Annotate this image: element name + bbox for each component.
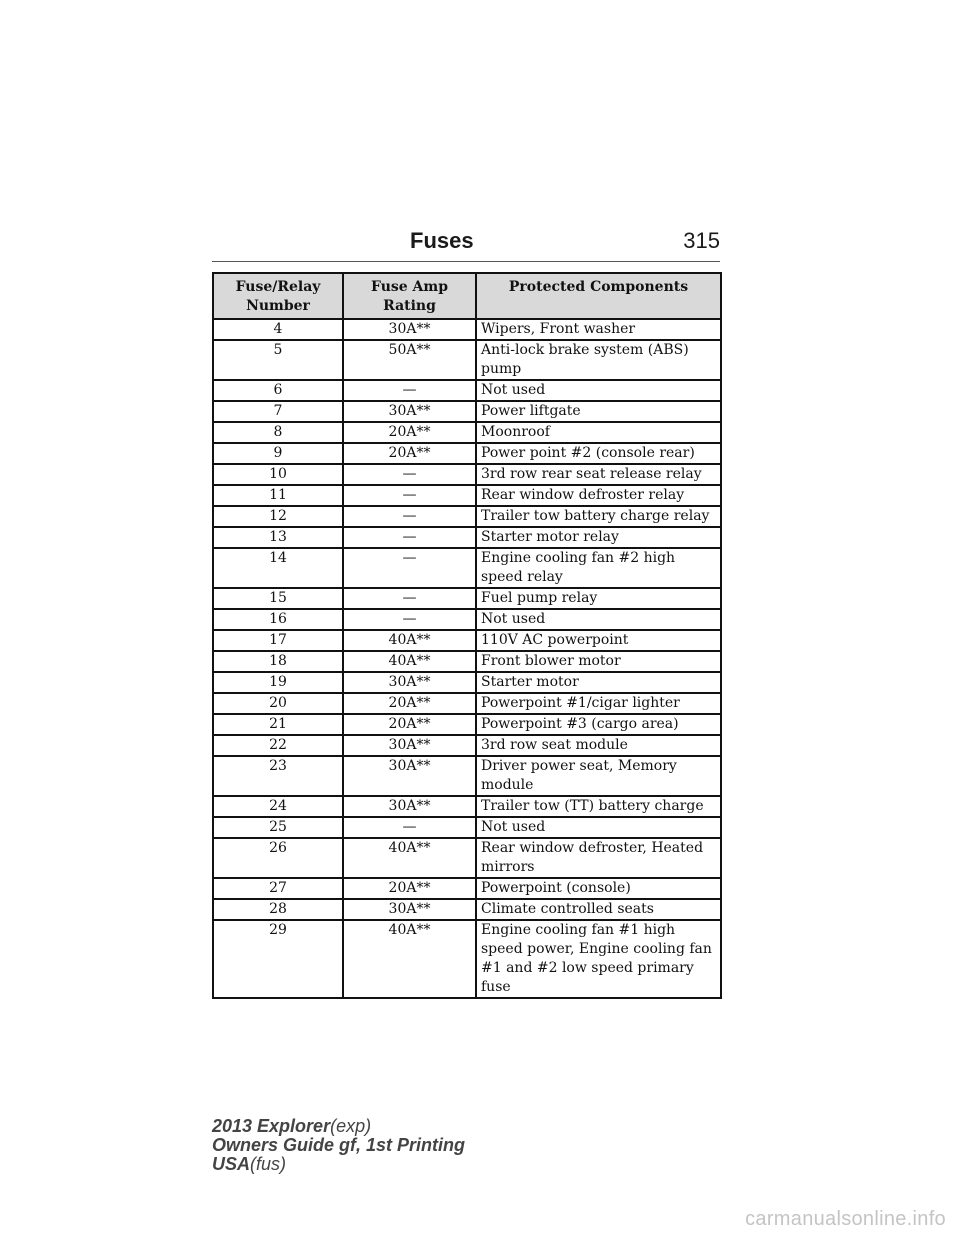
fuse-number-cell: 20: [213, 693, 343, 714]
protected-components-cell: Not used: [476, 609, 721, 630]
table-row: [213, 588, 721, 609]
fuse-number-cell: 29: [213, 920, 343, 998]
amp-rating-cell: 50A**: [343, 340, 476, 380]
protected-components-cell: Moonroof: [476, 422, 721, 443]
amp-rating-cell: 30A**: [343, 401, 476, 422]
table-row: [213, 609, 721, 630]
footer-market-code: (fus): [250, 1154, 287, 1174]
table-row: [213, 340, 721, 380]
amp-rating-cell: 40A**: [343, 630, 476, 651]
amp-rating-cell: —: [343, 588, 476, 609]
amp-rating-cell: 30A**: [343, 319, 476, 340]
amp-rating-cell: 20A**: [343, 878, 476, 899]
table-row: [213, 401, 721, 422]
protected-components-cell: 3rd row seat module: [476, 735, 721, 756]
protected-components-cell: Powerpoint #1/cigar lighter: [476, 693, 721, 714]
protected-components-cell: Not used: [476, 380, 721, 401]
amp-rating-cell: 30A**: [343, 796, 476, 817]
fuse-number-cell: 26: [213, 838, 343, 878]
table-row: [213, 630, 721, 651]
protected-components-cell: Powerpoint (console): [476, 878, 721, 899]
protected-components-cell: Engine cooling fan #1 high speed power, Engine cooling fan #1 and #2 low speed primary fuse: [476, 920, 721, 998]
fuse-number-cell: 27: [213, 878, 343, 899]
protected-components-cell: Fuel pump relay: [476, 588, 721, 609]
footer-model: 2013 Explorer: [212, 1116, 331, 1136]
fuse-number-cell: 24: [213, 796, 343, 817]
footer-line-market: [212, 1155, 465, 1174]
protected-components-cell: Anti-lock brake system (ABS) pump: [476, 340, 721, 380]
table-row: [213, 527, 721, 548]
fuse-number-cell: 12: [213, 506, 343, 527]
amp-rating-cell: 20A**: [343, 693, 476, 714]
protected-components-cell: 110V AC powerpoint: [476, 630, 721, 651]
amp-rating-cell: —: [343, 464, 476, 485]
fuse-number-cell: 4: [213, 319, 343, 340]
protected-components-cell: Power point #2 (console rear): [476, 443, 721, 464]
protected-components-cell: 3rd row rear seat release relay: [476, 464, 721, 485]
page-number: 315: [683, 228, 720, 253]
print-footer: [212, 1117, 465, 1174]
table-row: [213, 464, 721, 485]
table-row: [213, 756, 721, 796]
amp-rating-cell: 30A**: [343, 735, 476, 756]
footer-model-code: (exp): [330, 1116, 372, 1136]
table-row: [213, 506, 721, 527]
section-title: Fuses: [410, 228, 474, 253]
table-row: [213, 693, 721, 714]
fuse-number-cell: 5: [213, 340, 343, 380]
table-row: [213, 838, 721, 878]
table-row: [213, 422, 721, 443]
amp-rating-cell: 30A**: [343, 899, 476, 920]
amp-rating-cell: —: [343, 380, 476, 401]
table-row: [213, 878, 721, 899]
amp-rating-cell: 20A**: [343, 422, 476, 443]
protected-components-cell: Starter motor relay: [476, 527, 721, 548]
fuse-table: [212, 272, 722, 999]
table-row: [213, 796, 721, 817]
amp-rating-cell: 30A**: [343, 672, 476, 693]
footer-line-guide: Owners Guide gf, 1st Printing: [212, 1135, 466, 1155]
protected-components-cell: Wipers, Front washer: [476, 319, 721, 340]
fuse-number-cell: 18: [213, 651, 343, 672]
header-divider: [212, 261, 720, 262]
fuse-number-cell: 7: [213, 401, 343, 422]
fuse-number-cell: 15: [213, 588, 343, 609]
protected-components-cell: Power liftgate: [476, 401, 721, 422]
table-row: [213, 548, 721, 588]
page-header: [212, 228, 720, 260]
fuse-number-cell: 14: [213, 548, 343, 588]
footer-market: USA: [212, 1154, 251, 1174]
protected-components-cell: Starter motor: [476, 672, 721, 693]
fuse-number-cell: 9: [213, 443, 343, 464]
table-row: [213, 443, 721, 464]
amp-rating-cell: —: [343, 485, 476, 506]
table-row: [213, 651, 721, 672]
protected-components-cell: Not used: [476, 817, 721, 838]
amp-rating-cell: —: [343, 548, 476, 588]
protected-components-cell: Trailer tow (TT) battery charge: [476, 796, 721, 817]
amp-rating-cell: 30A**: [343, 756, 476, 796]
fuse-number-cell: 21: [213, 714, 343, 735]
fuse-number-cell: 17: [213, 630, 343, 651]
column-header-protected-components: Protected Components: [476, 273, 721, 319]
amp-rating-cell: —: [343, 609, 476, 630]
table-row: [213, 714, 721, 735]
fuse-number-cell: 8: [213, 422, 343, 443]
protected-components-cell: Rear window defroster relay: [476, 485, 721, 506]
amp-rating-cell: 40A**: [343, 920, 476, 998]
column-header-fuse-number: Fuse/Relay Number: [213, 273, 343, 319]
table-row: [213, 380, 721, 401]
protected-components-cell: Driver power seat, Memory module: [476, 756, 721, 796]
amp-rating-cell: 20A**: [343, 443, 476, 464]
amp-rating-cell: —: [343, 506, 476, 527]
fuse-number-cell: 28: [213, 899, 343, 920]
fuse-number-cell: 6: [213, 380, 343, 401]
footer-line-model: [212, 1117, 465, 1136]
protected-components-cell: Climate controlled seats: [476, 899, 721, 920]
fuse-number-cell: 25: [213, 817, 343, 838]
amp-rating-cell: 40A**: [343, 651, 476, 672]
table-row: [213, 920, 721, 998]
table-header-row: [213, 273, 721, 319]
amp-rating-cell: 40A**: [343, 838, 476, 878]
watermark-text: carmanualsonline.info: [745, 1208, 946, 1230]
protected-components-cell: Powerpoint #3 (cargo area): [476, 714, 721, 735]
fuse-number-cell: 23: [213, 756, 343, 796]
protected-components-cell: Trailer tow battery charge relay: [476, 506, 721, 527]
amp-rating-cell: —: [343, 527, 476, 548]
table-body: [213, 319, 721, 998]
amp-rating-cell: —: [343, 817, 476, 838]
protected-components-cell: Engine cooling fan #2 high speed relay: [476, 548, 721, 588]
column-header-amp-rating: Fuse Amp Rating: [343, 273, 476, 319]
protected-components-cell: Rear window defroster, Heated mirrors: [476, 838, 721, 878]
table-row: [213, 735, 721, 756]
table-row: [213, 899, 721, 920]
table-row: [213, 319, 721, 340]
table-row: [213, 672, 721, 693]
fuse-number-cell: 10: [213, 464, 343, 485]
table-row: [213, 485, 721, 506]
fuse-number-cell: 11: [213, 485, 343, 506]
fuse-number-cell: 16: [213, 609, 343, 630]
fuse-number-cell: 13: [213, 527, 343, 548]
fuse-number-cell: 19: [213, 672, 343, 693]
protected-components-cell: Front blower motor: [476, 651, 721, 672]
fuse-number-cell: 22: [213, 735, 343, 756]
table-row: [213, 817, 721, 838]
amp-rating-cell: 20A**: [343, 714, 476, 735]
